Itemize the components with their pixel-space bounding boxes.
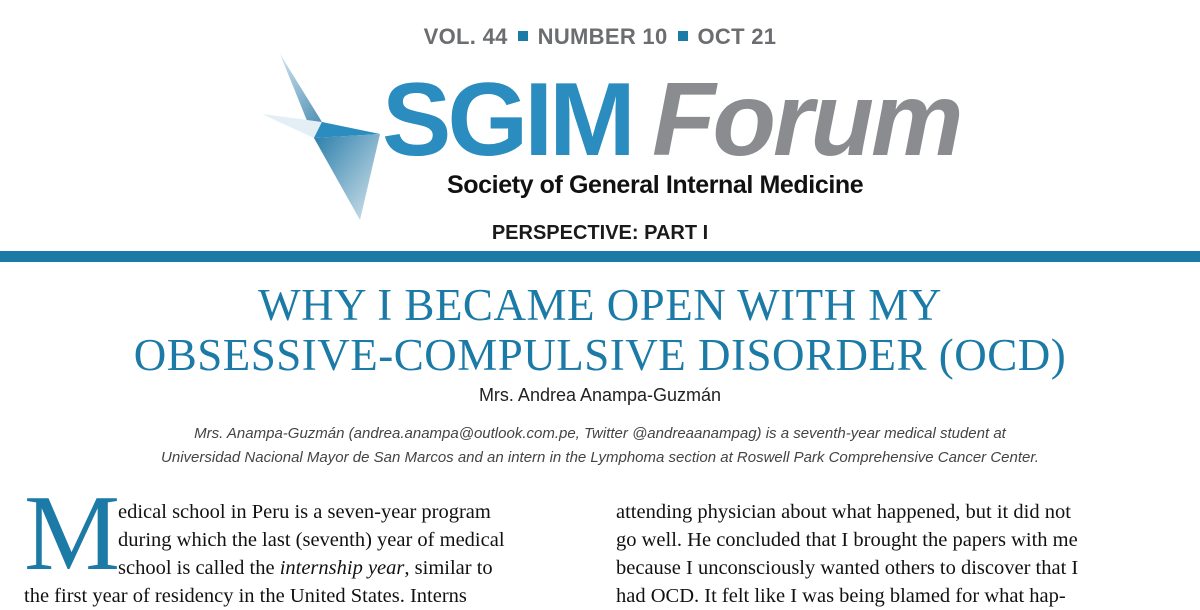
body-column-left bbox=[24, 498, 584, 610]
society-name: Society of General Internal Medicine bbox=[447, 171, 864, 199]
body-text: school is called the bbox=[118, 557, 280, 579]
author-byline: Mrs. Andrea Anampa-Guzmán bbox=[478, 385, 722, 405]
section-label: PERSPECTIVE: PART I bbox=[491, 222, 709, 244]
issue-number-label: NUMBER 10 bbox=[537, 24, 668, 49]
body-line: edical school in Peru is a seven-year program bbox=[118, 501, 491, 523]
logo-sgim-wordmark: SGIM bbox=[382, 62, 632, 178]
body-text: , similar to bbox=[404, 557, 493, 579]
body-line: go well. He concluded that I brought the papers with me bbox=[616, 529, 1078, 551]
separator-square-icon bbox=[678, 31, 688, 41]
issue-info bbox=[0, 24, 1200, 50]
body-line: during which the last (seventh) year of medical bbox=[118, 529, 505, 551]
article-headline bbox=[0, 280, 1200, 380]
headline-line-2: OBSESSIVE-COMPULSIVE DISORDER (OCD) bbox=[133, 330, 1067, 380]
author-bio bbox=[0, 422, 1200, 470]
body-column-right bbox=[616, 498, 1176, 610]
body-line: the first year of residency in the United States. Interns bbox=[24, 585, 467, 607]
body-line: had OCD. It felt like I was being blamed for what hap- bbox=[616, 585, 1066, 607]
issue-date-label: OCT 21 bbox=[697, 24, 777, 49]
bio-line-1: Mrs. Anampa-Guzmán (andrea.anampa@outlook.com.pe, Twitter @andreaanampag) is a seventh-year medical student at bbox=[194, 425, 1006, 442]
section-divider bbox=[0, 251, 1200, 262]
body-line: attending physician about what happened, but it did not bbox=[616, 501, 1071, 523]
volume-label: VOL. 44 bbox=[423, 24, 508, 49]
body-emphasis: internship year bbox=[279, 557, 405, 579]
logo-forum-wordmark: Forum bbox=[652, 62, 961, 178]
separator-square-icon bbox=[518, 31, 528, 41]
body-line: because I unconsciously wanted others to discover that I bbox=[616, 557, 1079, 579]
drop-cap: M bbox=[24, 474, 121, 593]
body-line bbox=[24, 554, 584, 582]
headline-line-1: WHY I BECAME OPEN WITH MY bbox=[258, 280, 942, 330]
bio-line-2: Universidad Nacional Mayor de San Marcos and an intern in the Lymphoma section at Roswell Park Comprehensive Cancer Center. bbox=[161, 449, 1039, 466]
